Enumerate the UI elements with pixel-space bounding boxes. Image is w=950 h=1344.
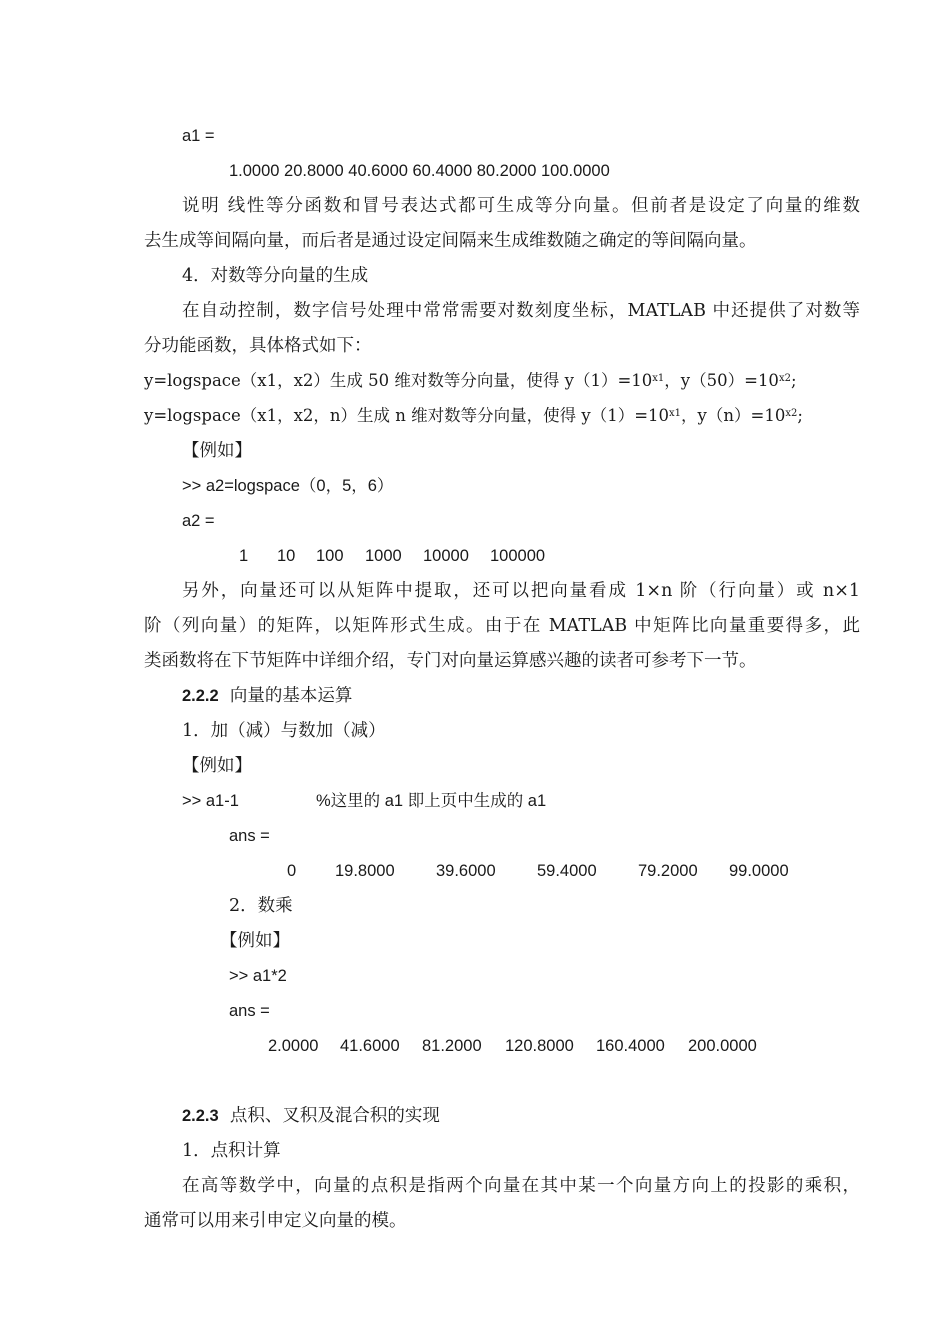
ans1-value: 79.2000 — [638, 862, 698, 880]
a2-value: 10000 — [423, 547, 469, 565]
subheading-add: 1．加（减）与数加（减） — [182, 721, 386, 741]
example-label-3: 【例如】 — [220, 931, 290, 951]
a2-value: 1000 — [365, 547, 402, 565]
a2-value: 100 — [316, 547, 344, 565]
logspace1-end: ; — [790, 371, 797, 390]
logspace1-sup2: x2 — [778, 373, 791, 384]
logspace1-mid: ，y（50）=10 — [664, 371, 779, 390]
section-2-2-2-number: 2.2.2 — [182, 687, 219, 705]
logspace2-sup2: x2 — [785, 408, 798, 419]
heading-log-vector: 4．对数等分向量的生成 — [182, 266, 369, 286]
intro-line-2: 分功能函数，具体格式如下： — [144, 336, 372, 356]
logspace2-text: y=logspace（x1，x2，n）生成 n 维对数等分向量，使得 y（1）=10 — [144, 406, 670, 425]
ans1-value: 39.6000 — [436, 862, 496, 880]
cmd-logspace: >> a2=logspace（0，5，6） — [182, 477, 394, 495]
note-line-1: 说明 线性等分函数和冒号表达式都可生成等分向量。但前者是设定了向量的维数 — [182, 196, 860, 216]
intro-line-1: 在自动控制，数字信号处理中常常需要对数刻度坐标，MATLAB 中还提供了对数等 — [182, 301, 860, 321]
a2-value: 10 — [277, 547, 296, 565]
matrix-para-line-1: 另外，向量还可以从矩阵中提取，还可以把向量看成 1×n 阶（行向量）或 n×1 — [182, 581, 860, 601]
ans1-value: 99.0000 — [729, 862, 789, 880]
ans-label-2: ans = — [229, 1002, 270, 1020]
matrix-para-line-3: 类函数将在下节矩阵中详细介绍，专门对向量运算感兴趣的读者可参考下一节。 — [144, 651, 757, 671]
dot-para-line-2: 通常可以用来引申定义向量的模。 — [144, 1211, 407, 1231]
example-label-2: 【例如】 — [182, 756, 252, 776]
logspace1-text: y=logspace（x1，x2）生成 50 维对数等分向量，使得 y（1）=10 — [144, 371, 653, 390]
a2-value: 1 — [239, 547, 249, 565]
ans-label-1: ans = — [229, 827, 270, 845]
ans2-value: 41.6000 — [340, 1037, 400, 1055]
a2-values-row — [239, 544, 545, 568]
logspace2-end: ; — [797, 406, 803, 425]
ans2-value: 120.8000 — [505, 1037, 574, 1055]
ans2-value: 200.0000 — [688, 1037, 757, 1055]
example-label-1: 【例如】 — [182, 441, 252, 461]
section-2-2-3 — [182, 1104, 440, 1128]
logspace1-sup1: x1 — [652, 373, 665, 384]
comment-a1: %这里的 a1 即上页中生成的 a1 — [316, 792, 547, 810]
a2-label: a2 = — [182, 512, 215, 530]
dot-para-line-1: 在高等数学中，向量的点积是指两个向量在其中某一个向量方向上的投影的乘积， — [182, 1176, 860, 1196]
ans2-value: 2.0000 — [268, 1037, 319, 1055]
ans1-value: 0 — [287, 862, 297, 880]
logspace2-sup1: x1 — [669, 408, 682, 419]
ans1-value: 19.8000 — [335, 862, 395, 880]
ans2-value: 81.2000 — [422, 1037, 482, 1055]
ans1-values-row — [287, 859, 789, 883]
matrix-para-line-2: 阶（列向量）的矩阵，以矩阵形式生成。由于在 MATLAB 中矩阵比向量重要得多，此 — [144, 616, 860, 636]
ans2-value: 160.4000 — [596, 1037, 665, 1055]
a2-value: 100000 — [490, 547, 546, 565]
subheading-multiply: 2．数乘 — [229, 896, 293, 916]
ans1-value: 59.4000 — [537, 862, 597, 880]
logspace-syntax-1 — [144, 369, 797, 393]
ans2-values-row — [268, 1034, 757, 1058]
subheading-dot-product: 1．点积计算 — [182, 1141, 281, 1161]
section-2-2-2 — [182, 684, 352, 708]
cmd-a1-minus: >> a1-1 — [182, 792, 239, 810]
section-2-2-2-title: 向量的基本运算 — [229, 686, 353, 706]
a1-label: a1 = — [182, 127, 215, 145]
section-2-2-3-title: 点积、叉积及混合积的实现 — [229, 1106, 440, 1126]
logspace-syntax-2 — [144, 404, 803, 428]
a1-values: 1.0000 20.8000 40.6000 60.4000 80.2000 100.0000 — [229, 162, 610, 180]
note-line-2: 去生成等间隔向量，而后者是通过设定间隔来生成维数随之确定的等间隔向量。 — [144, 231, 757, 251]
logspace2-mid: ，y（n）=10 — [681, 406, 786, 425]
cmd-a1-times: >> a1*2 — [229, 967, 287, 985]
section-2-2-3-number: 2.2.3 — [182, 1107, 219, 1125]
